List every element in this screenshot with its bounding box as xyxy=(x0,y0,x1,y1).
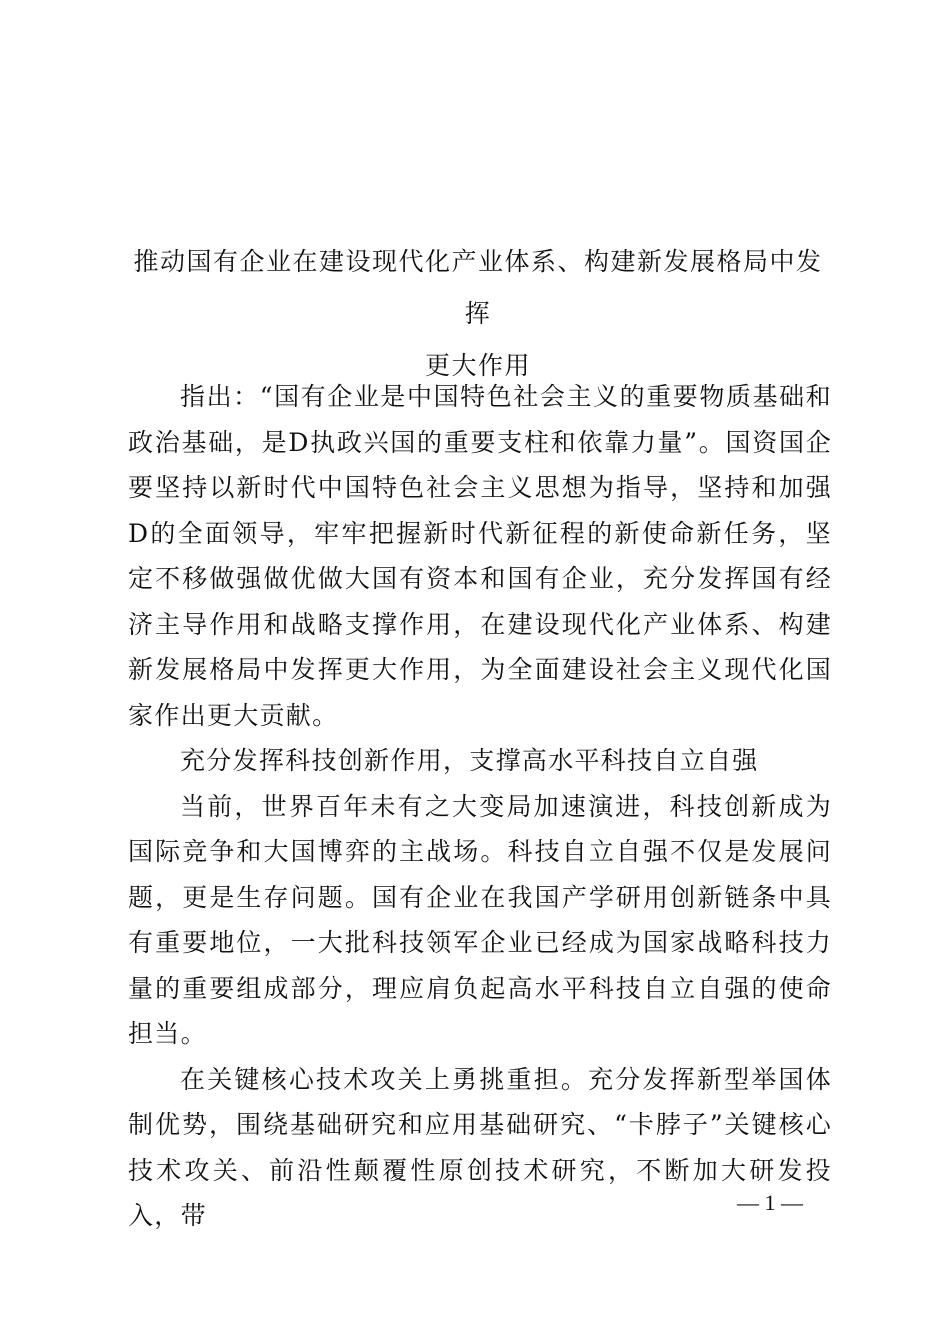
paragraph-intro: 指出：“国有企业是中国特色社会主义的重要物质基础和政治基础，是D执政兴国的重要支柱和依靠力量”。国资国企要坚持以新时代中国特色社会主义思想为指导，坚持和加强D的全面领导，牢牢把握新时代新征程的新使命新任务，坚定不移做强做优做大国有资本和国有企业，充分发挥国有经济主导作用和战略支撑作用，在建设现代化产业体系、构建新发展格局中发挥更大作用，为全面建设社会主义现代化国家作出更大贡献。 xyxy=(128,382,832,730)
section-heading: 充分发挥科技创新作用，支撑高水平科技自立自强 xyxy=(180,746,759,775)
title-line-1: 推动国有企业在建设现代化产业体系、构建新发展格局中发挥 xyxy=(133,247,823,328)
paragraph-key-tech: 在关键核心技术攻关上勇挑重担。充分发挥新型举国体制优势，围绕基础研究和应用基础研究、“卡脖子”关键核心技术攻关、前沿性颠覆性原创技术研究，不断加大研发投入，带 xyxy=(128,1064,832,1230)
document-title xyxy=(128,236,828,392)
page-number: — 1 — xyxy=(737,1190,803,1215)
title-line-2: 更大作用 xyxy=(424,351,531,380)
paragraph-current: 当前，世界百年未有之大变局加速演进，科技创新成为国际竞争和大国博弈的主战场。科技自立自强不仅是发展问题，更是生存问题。国有企业在我国产学研用创新链条中具有重要地位，一大批科技领军企业已经成为国家战略科技力量的重要组成部分，理应肩负起高水平科技自立自强的使命担当。 xyxy=(128,791,832,1048)
document-body xyxy=(128,374,832,1239)
